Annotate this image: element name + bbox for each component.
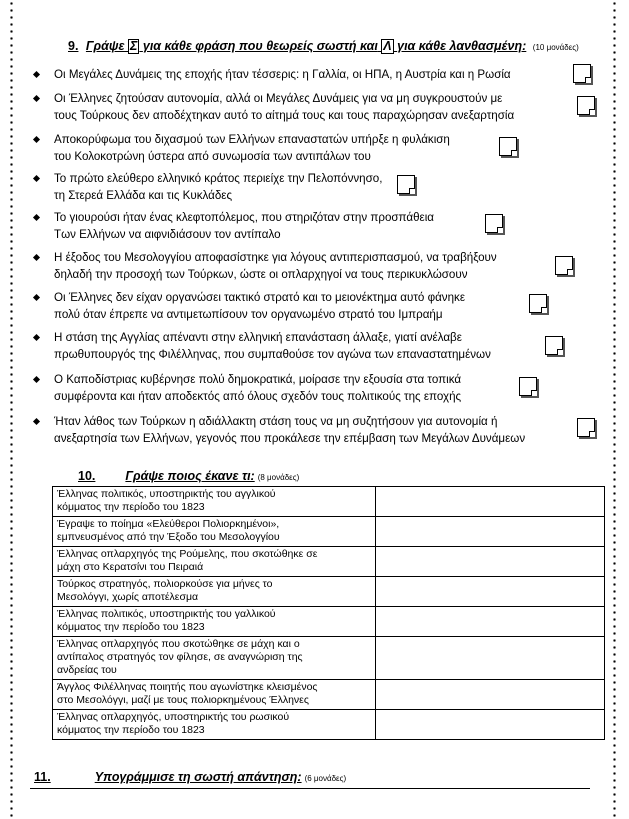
description-cell: Έλληνας οπλαρχηγός που σκοτώθηκε σε μάχη και ο αντίπαλος στρατηγός τον φίλησε, σε αναγνώριση της ανδρείας του [53,637,376,680]
description-cell: Τούρκος στρατηγός, πολιορκούσε για μήνες το Μεσολόγγι, χωρίς αποτέλεσμα [53,577,376,607]
description-cell: Έλληνας οπλαρχηγός της Ρούμελης, που σκοτώθηκε σε μάχη στο Κερατσίνι του Πειραιά [53,547,376,577]
answer-cell[interactable] [376,680,605,710]
bullet-icon [33,71,40,78]
bullet-icon [33,214,40,221]
bullet-icon [33,136,40,143]
bullet-icon [33,294,40,301]
statement-line: δηλαδή την προσοχή των Τούρκων, ώστε οι οπλαρχηγοί να τους περικυκλώσουν [54,268,468,281]
question-points: (10 μονάδες) [532,43,579,52]
bullet-icon [33,175,40,182]
answer-checkbox[interactable] [577,96,595,115]
statement-line: Η έξοδος του Μεσολογγίου αποφασίστηκε για λόγους αντιπερισπασμού, να τραβήξουν [54,251,497,264]
answer-cell[interactable] [376,710,605,740]
question-10-title [78,469,299,483]
question-text: Γράψε Σ για κάθε φράση που θεωρείς σωστή και Λ για κάθε λανθασμένη: [85,39,527,53]
answer-checkbox[interactable] [397,175,415,194]
table-row [53,710,605,740]
answer-cell[interactable] [376,607,605,637]
statement-line: ανεξαρτησία των Ελλήνων, γεγονός που προκάλεσε την επέμβαση των Μεγάλων Δυνάμεων [54,432,526,445]
statement-line: Ήταν λάθος των Τούρκων η αδιάλλακτη στάση τους να μη συζητήσουν για αυτονομία ή [54,415,498,428]
question-text: Γράψε ποιος έκανε τι: [125,469,255,483]
true-letter: Σ [130,39,138,53]
question-number: 10. [78,469,96,483]
statement-line: Οι Έλληνες δεν είχαν οργανώσει τακτικό στρατό και το μειονέκτημα αυτό φάνηκε [54,291,466,304]
bullet-icon [33,334,40,341]
statement-line: Ο Καποδίστριας κυβέρνησε πολύ δημοκρατικά, μοίρασε την εξουσία στα τοπικά [54,373,462,386]
answer-checkbox[interactable] [573,64,591,83]
bullet-icon [33,254,40,261]
question-number: 11. [34,770,51,784]
statement-line: Αποκορύφωμα του διχασμού των Ελλήνων επαναστατών υπήρξε η φυλάκιση [54,133,450,146]
statement-line: Η στάση της Αγγλίας απέναντι στην ελληνική επανάσταση άλλαξε, γιατί ανέλαβε [54,331,462,344]
statement-line: Το πρώτο ελεύθερο ελληνικό κράτος περιείχε την Πελοπόννησο, [54,172,383,185]
table-row [53,487,605,517]
answer-checkbox[interactable] [529,294,547,313]
bullet-icon [33,95,40,102]
answer-cell[interactable] [376,577,605,607]
statement-line: τη Στερεά Ελλάδα και τις Κυκλάδες [54,189,233,202]
statement-line: τους Τούρκους δεν αποδέχτηκαν αυτό το αίτημά τους και τους παραχώρησαν ανεξαρτησία [54,109,515,122]
answer-checkbox[interactable] [577,418,595,437]
question-number: 9. [68,39,79,53]
question-points: (8 μονάδες) [257,473,300,482]
statement-line: συμφέροντα και ήταν αποδεκτός από όλους σχεδόν τους πολιτικούς της εποχής [54,390,462,403]
answer-checkbox[interactable] [485,214,503,233]
statement-line: Οι Μεγάλες Δυνάμεις της εποχής ήταν τέσσερις: η Γαλλία, οι ΗΠΑ, η Αυστρία και η Ρωσία [54,68,511,81]
question-11-title [34,770,346,784]
question-points: (6 μονάδες) [304,774,347,783]
question-9-title [68,39,608,54]
bullet-icon [33,376,40,383]
answer-cell[interactable] [376,517,605,547]
divider [30,788,590,789]
description-cell: Άγγλος Φιλέλληνας ποιητής που αγωνίστηκε κλεισμένος στο Μεσολόγγι, μαζί με τους πολιορκημένους Έλληνες [53,680,376,710]
statement-line: πολύ όταν έπρεπε να αντιμετωπίσουν τον οργανωμένο στρατό του Ιμπραήμ [54,308,443,321]
page-border-left [10,0,13,819]
bullet-icon [33,418,40,425]
page-border-right [613,0,616,819]
false-letter: Λ [383,39,392,53]
statement-line: Το γιουρούσι ήταν ένας κλεφτοπόλεμος, που στηριζόταν στην προσπάθεια [54,211,434,224]
description-cell: Έλληνας πολιτικός, υποστηρικτής του αγγλικού κόμματος την περίοδο του 1823 [53,487,376,517]
answer-cell[interactable] [376,487,605,517]
description-cell: Έλληνας οπλαρχηγός, υποστηρικτής του ρωσικού κόμματος την περίοδο του 1823 [53,710,376,740]
statement-line: Οι Έλληνες ζητούσαν αυτονομία, αλλά οι Μεγάλες Δυνάμεις για να μη συγκρουστούν με [54,92,503,105]
description-cell: Έλληνας πολιτικός, υποστηρικτής του γαλλικού κόμματος την περίοδο του 1823 [53,607,376,637]
table-row [53,547,605,577]
question-text: Υπογράμμισε τη σωστή απάντηση: [94,770,302,784]
answer-checkbox[interactable] [519,377,537,396]
who-did-what-table [52,486,605,740]
description-cell: Έγραψε το ποίημα «Ελεύθεροι Πολιορκημένοι», εμπνευσμένος από την Έξοδο του Μεσολογγίου [53,517,376,547]
table-row [53,637,605,680]
statement-line: του Κολοκοτρώνη ύστερα από συνωμοσία των αντιπάλων του [54,150,371,163]
answer-checkbox[interactable] [555,256,573,275]
table-row [53,680,605,710]
answer-checkbox[interactable] [545,336,563,355]
answer-cell[interactable] [376,547,605,577]
answer-checkbox[interactable] [499,137,517,156]
table-row [53,607,605,637]
table-row [53,517,605,547]
answer-cell[interactable] [376,637,605,680]
table-row [53,577,605,607]
statement-line: πρωθυπουργός της Φιλέλληνας, που συμπαθούσε τον αγώνα των επαναστατημένων [54,348,491,361]
statement-line: Των Ελλήνων να αιφνιδιάσουν τον αντίπαλο [54,228,281,241]
